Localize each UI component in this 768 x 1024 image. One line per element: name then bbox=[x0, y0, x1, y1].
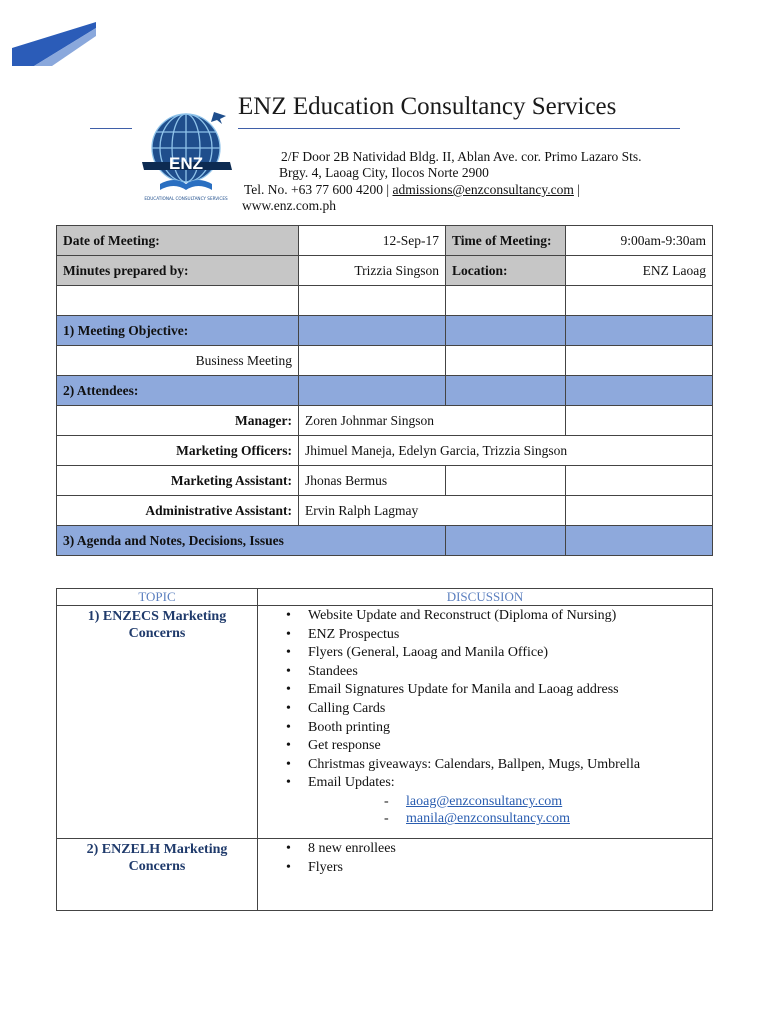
tel-number: Tel. No. +63 77 600 4200 | bbox=[244, 182, 390, 197]
list-item: • Standees bbox=[308, 663, 706, 682]
empty-cell bbox=[566, 496, 713, 526]
attendee-names: Zoren Johnmar Singson bbox=[299, 406, 566, 436]
email-link[interactable]: manila@enzconsultancy.com bbox=[406, 811, 570, 827]
date-time-row bbox=[57, 226, 713, 256]
location-value: ENZ Laoag bbox=[566, 256, 713, 286]
topic-title bbox=[57, 839, 258, 911]
time-label: Time of Meeting: bbox=[446, 226, 566, 256]
topic-header-row bbox=[57, 589, 713, 606]
attendee-role: Marketing Assistant: bbox=[57, 466, 299, 496]
list-item: • Flyers bbox=[308, 859, 706, 878]
empty-cell bbox=[299, 286, 446, 316]
attendee-row bbox=[57, 496, 713, 526]
blue-cell bbox=[299, 316, 446, 346]
attendee-role: Manager: bbox=[57, 406, 299, 436]
topic-row bbox=[57, 606, 713, 839]
logo-text: ENZ bbox=[169, 154, 203, 173]
attendee-row bbox=[57, 436, 713, 466]
topic-title-line: Concerns bbox=[128, 626, 186, 641]
attendees-header-row bbox=[57, 376, 713, 406]
email-link[interactable]: laoag@enzconsultancy.com bbox=[406, 793, 563, 809]
empty-cell bbox=[566, 346, 713, 376]
email-sub-item bbox=[264, 793, 706, 811]
location-label: Location: bbox=[446, 256, 566, 286]
meeting-details-table bbox=[56, 225, 713, 556]
logo-subtext: EDUCATIONAL CONSULTANCY SERVICES bbox=[144, 196, 228, 201]
prepared-location-row bbox=[57, 256, 713, 286]
topic-row bbox=[57, 839, 713, 911]
attendee-names: Jhimuel Maneja, Edelyn Garcia, Trizzia Singson bbox=[299, 436, 713, 466]
blue-cell bbox=[566, 316, 713, 346]
blue-cell bbox=[446, 316, 566, 346]
discussion-list bbox=[264, 840, 706, 877]
objective-row bbox=[57, 346, 713, 376]
discussion-cell bbox=[258, 839, 713, 911]
blue-cell bbox=[446, 526, 566, 556]
list-item: • Email Updates: bbox=[308, 774, 706, 793]
contact-line bbox=[244, 182, 580, 198]
empty-row bbox=[57, 286, 713, 316]
list-item: • 8 new enrollees bbox=[308, 840, 706, 859]
attendee-row bbox=[57, 406, 713, 436]
discussion-list bbox=[264, 607, 706, 793]
objective-value: Business Meeting bbox=[57, 346, 299, 376]
website-link[interactable]: www.enz.com.ph bbox=[242, 198, 336, 213]
empty-cell bbox=[566, 406, 713, 436]
email-link[interactable]: admissions@enzconsultancy.com bbox=[392, 182, 574, 197]
agenda-label: 3) Agenda and Notes, Decisions, Issues bbox=[57, 526, 446, 556]
empty-cell bbox=[446, 286, 566, 316]
empty-cell bbox=[446, 346, 566, 376]
header-rule-left bbox=[90, 128, 132, 129]
topic-title-line: 1) ENZECS Marketing bbox=[87, 609, 227, 624]
topic-title-line: 2) ENZELH Marketing bbox=[86, 842, 228, 857]
attendee-names: Jhonas Bermus bbox=[299, 466, 446, 496]
blue-cell bbox=[566, 376, 713, 406]
list-item: • ENZ Prospectus bbox=[308, 626, 706, 645]
empty-cell bbox=[566, 466, 713, 496]
attendee-names: Ervin Ralph Lagmay bbox=[299, 496, 566, 526]
list-item: • Website Update and Reconstruct (Diploma of Nursing) bbox=[308, 607, 706, 626]
list-item: • Booth printing bbox=[308, 719, 706, 738]
empty-cell bbox=[446, 466, 566, 496]
attendee-role: Marketing Officers: bbox=[57, 436, 299, 466]
blue-cell bbox=[566, 526, 713, 556]
list-item: • Email Signatures Update for Manila and Laoag address bbox=[308, 681, 706, 700]
empty-cell bbox=[57, 286, 299, 316]
list-item: • Get response bbox=[308, 737, 706, 756]
email-sub-item bbox=[264, 810, 706, 828]
prepared-label: Minutes prepared by: bbox=[57, 256, 299, 286]
address-line-1: 2/F Door 2B Natividad Bldg. II, Ablan Ave. cor. Primo Lazaro Sts. bbox=[281, 149, 642, 164]
list-item: • Christmas giveaways: Calendars, Ballpen, Mugs, Umbrella bbox=[308, 756, 706, 775]
date-value: 12-Sep-17 bbox=[299, 226, 446, 256]
email-separator: | bbox=[573, 182, 580, 197]
time-value: 9:00am-9:30am bbox=[566, 226, 713, 256]
attendee-role: Administrative Assistant: bbox=[57, 496, 299, 526]
company-name: ENZ Education Consultancy Services bbox=[238, 93, 617, 120]
blue-cell bbox=[299, 376, 446, 406]
discussion-header: DISCUSSION bbox=[258, 589, 713, 606]
list-item: • Calling Cards bbox=[308, 700, 706, 719]
topic-discussion-table bbox=[56, 588, 713, 911]
objective-header-row bbox=[57, 316, 713, 346]
list-item: • Flyers (General, Laoag and Manila Office) bbox=[308, 644, 706, 663]
topic-title-line: Concerns bbox=[128, 859, 186, 874]
date-label: Date of Meeting: bbox=[57, 226, 299, 256]
corner-decoration bbox=[12, 22, 96, 66]
dash: - bbox=[384, 811, 389, 827]
topic-header: TOPIC bbox=[57, 589, 258, 606]
agenda-header-row bbox=[57, 526, 713, 556]
address-line-2: Brgy. 4, Laoag City, Ilocos Norte 2900 bbox=[279, 165, 489, 180]
objective-label: 1) Meeting Objective: bbox=[57, 316, 299, 346]
attendees-label: 2) Attendees: bbox=[57, 376, 299, 406]
header-rule-right bbox=[238, 128, 680, 129]
topic-title bbox=[57, 606, 258, 839]
prepared-value: Trizzia Singson bbox=[299, 256, 446, 286]
enz-logo bbox=[140, 110, 236, 206]
dash: - bbox=[384, 793, 389, 809]
blue-cell bbox=[446, 376, 566, 406]
discussion-cell bbox=[258, 606, 713, 839]
empty-cell bbox=[299, 346, 446, 376]
empty-cell bbox=[566, 286, 713, 316]
attendee-row bbox=[57, 466, 713, 496]
